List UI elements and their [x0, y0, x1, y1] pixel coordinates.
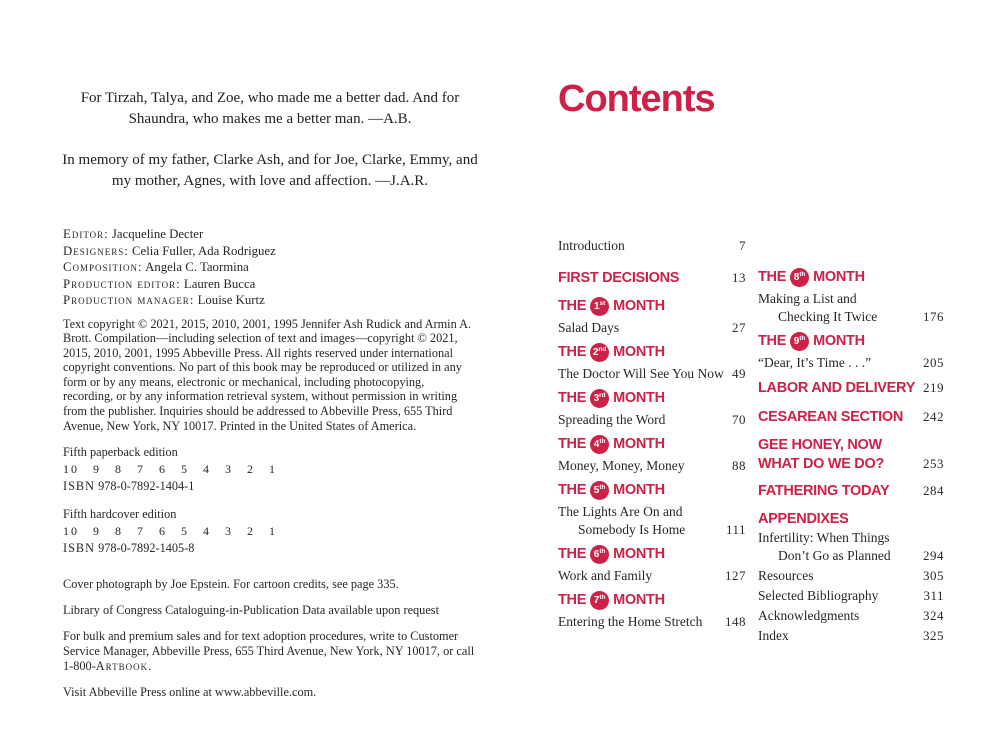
toc-entry-page: 176: [923, 309, 944, 324]
toc-entry-month-2: [558, 343, 746, 383]
month-subtitle: [758, 354, 944, 372]
month-number-badge: [590, 481, 609, 500]
month-heading: [758, 332, 944, 351]
toc-entry-title: Index: [758, 628, 789, 643]
toc-entry-page: 253: [923, 456, 944, 471]
month-number: 1: [593, 300, 600, 312]
isbn-number: 978-0-7892-1404-1: [98, 479, 195, 494]
month-ordinal-suffix: st: [599, 300, 606, 308]
bulk-sales-period: .: [148, 659, 152, 674]
toc-entry-page: 88: [732, 458, 746, 473]
toc-entry-page: 148: [725, 614, 746, 629]
month-word-the: THE: [558, 390, 587, 406]
month-word-month: MONTH: [813, 269, 865, 285]
toc-entry-fathering-today: [758, 481, 944, 501]
toc-entry-month-7: [558, 591, 746, 631]
toc-entry-index: [758, 626, 944, 645]
month-number-badge: [590, 545, 609, 564]
toc-entry-page: 13: [732, 270, 746, 285]
month-number-badge: [790, 268, 809, 287]
credit-value: Angela C. Taormina: [145, 260, 249, 274]
artbook-phone-word: Artbook: [95, 659, 149, 674]
month-number: 2: [592, 346, 599, 358]
toc-entry-month-1: [558, 297, 746, 337]
toc-entry-title: Checking It Twice: [778, 309, 878, 324]
copyright-notice: Text copyright © 2021, 2015, 2010, 2001, 1995 Jennifer Ash Rudick and Armin A. Brott. Compilation—including selection of text and images—copyright © 2021, 2015, 2010, 2001, 1995 Abbeville Press. All rights reserved under international copyright conventions. No part of this book may be reproduced or utilized in any form or by any means, electronic or mechanical, including photocopying, recording, or by any information retrieval system, without permission in writing from the publisher. Inquiries should be addressed to Abbeville Press, 655 Third Avenue, New York, NY 10017. Printed in the United States of America.: [63, 316, 472, 433]
credit-value: Jacqueline Decter: [111, 227, 204, 241]
month-heading: [558, 481, 746, 500]
month-heading: [558, 389, 746, 408]
credit-designers: [63, 243, 477, 260]
month-ordinal-suffix: th: [799, 335, 806, 343]
month-subtitle: [558, 411, 746, 429]
bulk-sales-note: [63, 629, 477, 674]
credit-label: Designers:: [63, 243, 129, 258]
month-heading: [758, 268, 944, 287]
month-word-the: THE: [558, 344, 587, 360]
toc-entry-month-8: [758, 268, 944, 326]
toc-entry-title: APPENDIXES: [758, 511, 849, 527]
printing-line: 10 9 8 7 6 5 4 3 2 1: [63, 524, 277, 539]
cover-photo-credit: Cover photograph by Joe Epstein. For cartoon credits, see page 335.: [63, 577, 399, 592]
toc-entry-title: Somebody Is Home: [578, 522, 686, 537]
toc-entry-title: Acknowledgments: [758, 608, 860, 623]
month-number-badge: [790, 332, 809, 351]
credit-label: Composition:: [63, 260, 143, 274]
month-subtitle-line-2: [758, 308, 944, 326]
credit-value: Lauren Bucca: [183, 276, 256, 291]
paperback-edition-block: [63, 444, 477, 495]
toc-entry-month-3: [558, 389, 746, 429]
toc-entry-month-5: [558, 481, 746, 539]
month-number: 8: [793, 271, 800, 283]
credit-composition: [63, 259, 477, 276]
month-word-month: MONTH: [813, 333, 865, 349]
toc-entry-title: LABOR AND DELIVERY: [758, 380, 916, 396]
toc-entry-cesarean-section: [758, 407, 944, 427]
toc-entry-resources: [758, 566, 944, 585]
hardcover-edition-block: [63, 506, 477, 557]
month-number: 7: [593, 594, 600, 606]
toc-entry-month-4: [558, 435, 746, 475]
isbn-number: 978-0-7892-1405-8: [98, 541, 195, 556]
toc-entry-page: 7: [739, 238, 746, 253]
toc-entry-title: FATHERING TODAY: [758, 483, 890, 499]
toc-entry-page: 294: [923, 548, 944, 563]
month-word-month: MONTH: [613, 482, 665, 498]
month-number-badge: [590, 435, 609, 454]
toc-entry-title: Spreading the Word: [558, 412, 666, 427]
isbn-line: [63, 478, 477, 495]
month-heading: [558, 343, 746, 362]
website-note: Visit Abbeville Press online at www.abbeville.com.: [63, 685, 317, 700]
credit-label: Editor:: [63, 227, 109, 241]
toc-entry-page: 70: [732, 412, 746, 427]
toc-entry-first-decisions: [558, 268, 746, 288]
month-number: 3: [593, 392, 600, 404]
month-subtitle: [558, 319, 746, 337]
toc-entry-acknowledgments: [758, 606, 944, 625]
month-word-month: MONTH: [613, 592, 665, 608]
credits-block: [63, 226, 477, 309]
month-word-the: THE: [558, 298, 587, 314]
month-subtitle-line-1: Making a List and: [758, 291, 857, 306]
month-heading: [558, 591, 746, 610]
dedication-jar: In memory of my father, Clarke Ash, and for Joe, Clarke, Emmy, and my mother, Agnes, with love and affection. —J.A.R.: [62, 152, 478, 189]
toc-entry-page: 324: [923, 608, 944, 623]
month-word-the: THE: [558, 482, 587, 498]
month-ordinal-suffix: nd: [598, 346, 607, 354]
month-subtitle-line-1: The Lights Are On and: [558, 504, 683, 519]
credit-value: Celia Fuller, Ada Rodriguez: [132, 243, 276, 258]
toc-entry-page: 219: [923, 380, 944, 395]
toc-entry-month-9: [758, 332, 944, 372]
toc-entry-title-line-1: GEE HONEY, NOW: [758, 437, 882, 453]
toc-entry-title: CESAREAN SECTION: [758, 409, 904, 425]
month-heading: [558, 435, 746, 454]
toc-entry-title: The Doctor Will See You Now: [558, 366, 724, 381]
toc-entry-page: 305: [923, 568, 944, 583]
toc-entry-title: Entering the Home Stretch: [558, 614, 703, 629]
month-ordinal-suffix: rd: [599, 392, 606, 400]
toc-entry-selected-bibliography: [758, 586, 944, 605]
bulk-sales-text: For bulk and premium sales and for text adoption procedures, write to Customer Service Manager, Abbeville Press, 655 Third Avenue, New York, NY 10017, or call 1-800-: [63, 629, 475, 674]
toc-entry-page: 284: [923, 483, 944, 498]
month-ordinal-suffix: th: [799, 271, 806, 279]
toc-entry-page: 205: [923, 355, 944, 370]
toc-entry-page: 242: [923, 409, 944, 424]
month-word-the: THE: [758, 333, 787, 349]
library-of-congress-note: Library of Congress Cataloguing-in-Publication Data available upon request: [63, 603, 439, 618]
month-word-the: THE: [758, 269, 787, 285]
toc-entry-page: 111: [725, 522, 746, 537]
month-subtitle: [558, 365, 746, 383]
toc-entry-title: “Dear, It’s Time . . .”: [758, 355, 872, 370]
toc-entry-title: Selected Bibliography: [758, 588, 879, 603]
toc-entry-infertility: [758, 529, 944, 565]
credit-label: Production editor:: [63, 276, 181, 291]
toc-entry-introduction: [558, 236, 746, 255]
toc-entry-page: 27: [732, 320, 746, 335]
isbn-label: ISBN: [63, 479, 96, 494]
month-number: 4: [593, 438, 600, 450]
credit-label: Production manager:: [63, 293, 195, 307]
credit-production-manager: [63, 292, 477, 309]
toc-entry-title-line-1: Infertility: When Things: [758, 530, 890, 545]
month-word-month: MONTH: [613, 298, 665, 314]
credit-value: Louise Kurtz: [197, 293, 265, 307]
month-ordinal-suffix: th: [599, 548, 606, 556]
edition-title: Fifth paperback edition: [63, 445, 178, 460]
month-subtitle-line-2: [558, 521, 746, 539]
month-ordinal-suffix: th: [599, 438, 606, 446]
isbn-label: ISBN: [63, 541, 96, 556]
toc-entry-title: Work and Family: [558, 568, 653, 583]
month-number-badge: [590, 389, 609, 408]
credit-production-editor: [63, 276, 477, 293]
toc-entry-gee-honey: [758, 436, 944, 474]
month-number-badge: [590, 591, 609, 610]
toc-entry-title: Don’t Go as Planned: [778, 548, 891, 563]
month-subtitle: [558, 567, 746, 585]
page-title: Contents: [558, 78, 715, 120]
dedication-ab: For Tirzah, Talya, and Zoe, who made me a better dad. And for Shaundra, who makes me a better man. —A.B.: [80, 90, 460, 127]
month-number-badge: [590, 297, 609, 316]
toc-entry-page: 325: [923, 628, 944, 643]
isbn-line: [63, 540, 477, 557]
toc-entry-title-line-2: [758, 547, 944, 565]
toc-entry-page: 311: [923, 588, 944, 603]
toc-entry-appendixes: [758, 510, 944, 529]
toc-entry-title: Salad Days: [558, 320, 620, 335]
month-word-month: MONTH: [613, 390, 665, 406]
month-subtitle: [558, 613, 746, 631]
toc-entry-title: Money, Money, Money: [558, 458, 685, 473]
month-word-the: THE: [558, 546, 587, 562]
month-number: 5: [593, 484, 600, 496]
toc-entry-title: FIRST DECISIONS: [558, 270, 680, 286]
month-number: 9: [793, 335, 800, 347]
month-ordinal-suffix: th: [599, 484, 606, 492]
toc-column-right: [758, 268, 944, 646]
toc-entry-page: 49: [732, 366, 746, 381]
month-ordinal-suffix: th: [599, 594, 606, 602]
toc-entry-page: 127: [725, 568, 746, 583]
month-word-month: MONTH: [613, 546, 665, 562]
month-number-badge: [590, 343, 609, 362]
toc-entry-title: Resources: [758, 568, 814, 583]
month-word-the: THE: [558, 592, 587, 608]
month-word-month: MONTH: [613, 344, 665, 360]
month-heading: [558, 545, 746, 564]
toc-entry-month-6: [558, 545, 746, 585]
contents-page: [558, 78, 958, 643]
copyright-page: [57, 88, 483, 711]
toc-entry-title: WHAT DO WE DO?: [758, 456, 885, 472]
toc-column-left: [558, 236, 746, 637]
printing-line: 10 9 8 7 6 5 4 3 2 1: [63, 462, 277, 477]
toc-entry-labor-and-delivery: [758, 378, 944, 398]
month-subtitle: [558, 457, 746, 475]
edition-title: Fifth hardcover edition: [63, 507, 177, 522]
toc-entry-title: Introduction: [558, 238, 625, 253]
month-word-the: THE: [558, 436, 587, 452]
month-word-month: MONTH: [613, 436, 665, 452]
month-number: 6: [593, 548, 600, 560]
toc-entry-title-line-2: [758, 455, 944, 474]
month-heading: [558, 297, 746, 316]
credit-editor: [63, 226, 477, 243]
